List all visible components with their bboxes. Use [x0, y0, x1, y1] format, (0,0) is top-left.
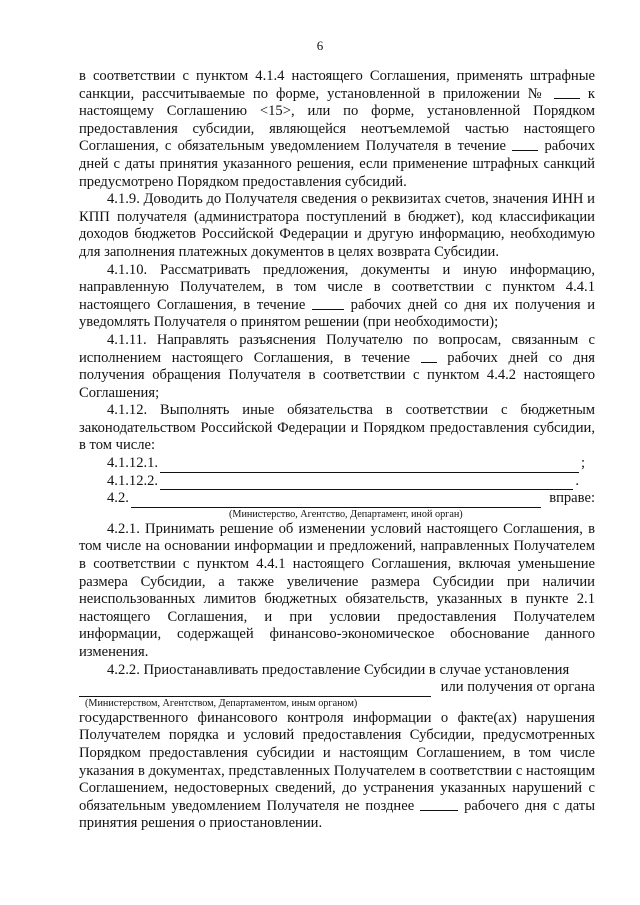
paragraph-4-2-2-start: 4.2.2. Приостанавливать предоставление Субсидии в случае установления [107, 661, 570, 678]
text-span: рабочих дней с даты принятия указанного решения, если применение штрафных санкций предусмотрено Порядком предоставления субсидий. [79, 138, 596, 190]
paragraph-4-2-2-continued [79, 710, 595, 833]
caption-organ-instrumental: (Министерством, Агентством, Департаментом, иным органом) [85, 697, 358, 709]
blank-field [554, 97, 580, 99]
item-label: 4.1.12.1. [107, 455, 159, 472]
paragraph-4-1-8-continued [79, 68, 595, 191]
fill-line-4-2-2 [79, 679, 595, 697]
text-span: к настоящему Соглашению <15>, или по форме, установленной Порядком предоставления субсидии, являющейся неотъемлемой частью настоящего Соглашения, с обязательным уведомлением Получателя в течение [79, 85, 595, 155]
text-span: рабочего дня с даты принятия решения о приостановлении. [79, 797, 595, 832]
fill-line-4-1-12-2 [79, 473, 595, 491]
fill-line-4-1-12-1 [79, 455, 595, 473]
text-span: или получения от органа [440, 679, 595, 696]
caption-organ: (Министерство, Агентство, Департамент, иной орган) [229, 508, 463, 520]
blank-field [512, 149, 538, 151]
text-span: 4.1.11. Направлять разъяснения Получателю по вопросам, связанным с исполнением настоящего Соглашения, в течение [79, 331, 595, 366]
paragraph-4-1-11 [79, 332, 595, 402]
blank-field [420, 809, 458, 811]
item-label: 4.1.12.2. [107, 472, 159, 489]
text-span: в соответствии с пунктом 4.1.4 настоящего Соглашения, применять штрафные санкции, рассчитываемые по форме, установленной в приложении № [79, 68, 595, 102]
fill-line-4-2 [79, 490, 595, 508]
document-body [79, 68, 595, 833]
blank-field [160, 459, 579, 473]
blank-field [421, 361, 437, 363]
text-span: рабочих дней со дня их получения и уведомлять Получателя о принятом решении (при необходимости); [79, 296, 595, 331]
paragraph-4-1-9: 4.1.9. Доводить до Получателя сведения о реквизитах счетов, значения ИНН и КПП получателя (администратора поступлений в бюджет), код классификации доходов бюджетов Российской Федерации и другую информацию, необходимую для заполнения платежных документов в целях возврата Субсидии. [79, 191, 595, 260]
blank-field [79, 683, 431, 697]
paragraph-4-1-12: 4.1.12. Выполнять иные обязательства в соответствии с бюджетным законодательством Российской Федерации и Порядком предоставления субсидии, в том числе: [79, 402, 595, 454]
item-label: 4.2. [107, 490, 129, 507]
item-end: ; [580, 455, 585, 472]
blank-field [312, 308, 344, 310]
blank-field [160, 476, 573, 490]
text-span: рабочих дней со дня получения обращения Получателя в соответствии с пунктом 4.4.2 настоящего Соглашения; [79, 349, 595, 401]
item-end: . [575, 472, 579, 489]
paragraph-4-1-10 [79, 262, 595, 332]
paragraph-4-2-1: 4.2.1. Принимать решение об изменении условий настоящего Соглашения, в том числе на основании информации и предложений, направленных Получателем в соответствии с пунктом 4.4.1 настоящего Соглашения, включая уменьшение размера Субсидии, а также увеличение размера Субсидии при наличии неиспользованных лимитов бюджетных обязательств, указанных в пункте 2.1 настоящего Соглашения, и при условии предоставления Получателем информации, содержащей финансово-экономическое обоснование данного изменения. [79, 520, 595, 660]
blank-field [131, 494, 541, 508]
text-span: государственного финансового контроля информации о факте(ах) нарушения Получателем порядка и условий предоставления Субсидии, предусмотренных Порядком предоставления субсидии и настоящим Соглашением, в том числе указания в документах, представленных Получателем в соответствии с настоящим Соглашением, недостоверных сведений, до устранения указанных нарушений с обязательным уведомлением Получателя не позднее [79, 709, 595, 814]
item-end: вправе: [549, 490, 595, 507]
page-number: 6 [316, 38, 324, 53]
text-span: 4.1.10. Рассматривать предложения, документы и иную информацию, направленную Получателем, в том числе в соответствии с пунктом 4.4.1 настоящего Соглашения, в течение [79, 261, 595, 313]
